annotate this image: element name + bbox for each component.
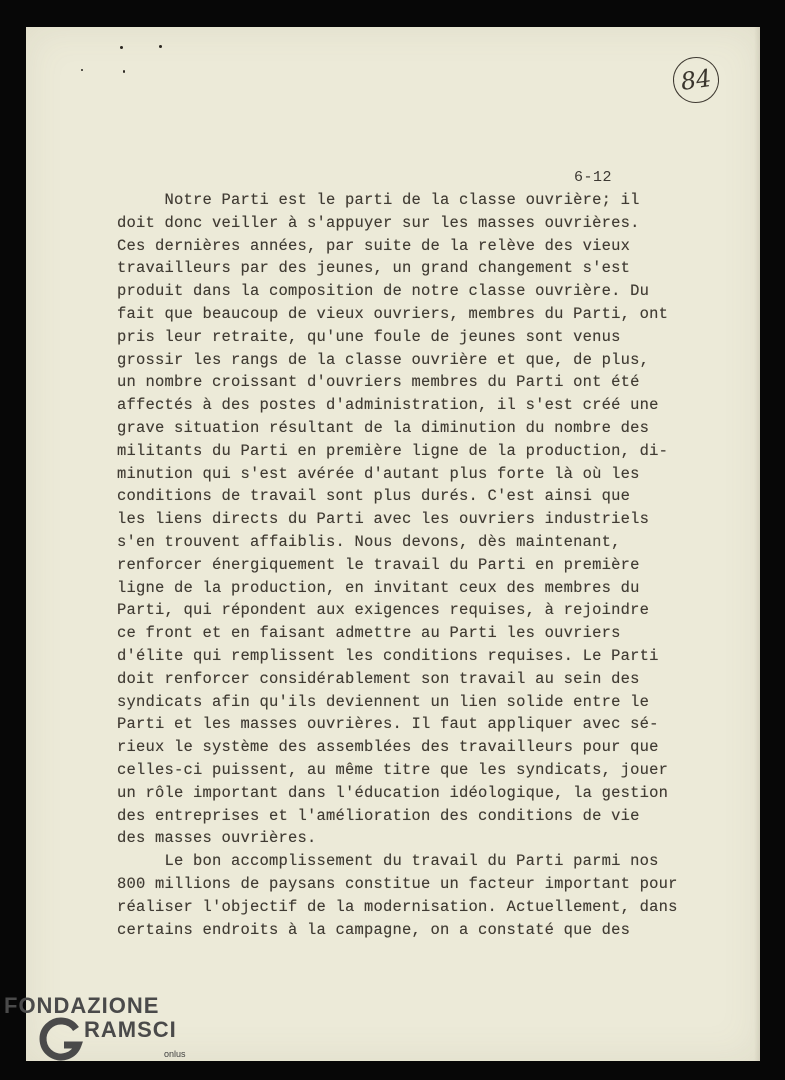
text-line: Notre Parti est le parti de la classe ouvrière; il: [117, 191, 640, 209]
paper-speck: [123, 70, 125, 73]
text-line: un rôle important dans l'éducation idéologique, la gestion: [117, 783, 669, 802]
page-edge-shadow: [754, 27, 760, 1061]
watermark-line2: RAMSCI: [84, 1017, 177, 1042]
text-line: minution qui s'est avérée d'autant plus forte là où les: [117, 464, 640, 483]
watermark-subtitle: onlus: [164, 1049, 186, 1059]
paper-speck: [81, 69, 83, 71]
text-line: 800 millions de paysans constitue un facteur important pour: [117, 874, 678, 893]
text-line: celles-ci puissent, au même titre que les syndicats, jouer: [117, 760, 669, 779]
text-line: produit dans la composition de notre classe ouvrière. Du: [117, 282, 650, 301]
text-line: rieux le système des assemblées des travailleurs pour que: [117, 738, 659, 757]
text-line: un nombre croissant d'ouvriers membres du Parti ont été: [117, 373, 640, 392]
text-line: doit donc veiller à s'appuyer sur les masses ouvrières.: [117, 213, 640, 232]
text-line: s'en trouvent affaiblis. Nous devons, dès maintenant,: [117, 532, 621, 551]
text-line: renforcer énergiquement le travail du Parti en première: [117, 555, 640, 574]
text-line: militants du Parti en première ligne de la production, di-: [117, 441, 669, 460]
folio-number-stamp: [670, 54, 722, 106]
text-line: ce front et en faisant admettre au Parti les ouvriers: [117, 624, 621, 643]
watermark-g-logo-icon: [36, 1015, 84, 1063]
text-line: réaliser l'objectif de la modernisation. Actuellement, dans: [117, 897, 678, 916]
text-line: Parti, qui répondent aux exigences requises, à rejoindre: [117, 601, 650, 620]
text-line: affectés à des postes d'administration, il s'est créé une: [117, 396, 659, 415]
text-line: certains endroits à la campagne, on a constaté que des: [117, 920, 631, 939]
text-line: travailleurs par des jeunes, un grand changement s'est: [117, 259, 631, 278]
text-line: Ces dernières années, par suite de la relève des vieux: [117, 236, 631, 255]
text-line: Le bon accomplissement du travail du Parti parmi nos: [117, 852, 659, 871]
text-line: syndicats afin qu'ils deviennent un lien solide entre le: [117, 692, 650, 711]
fondazione-gramsci-watermark: [4, 993, 204, 1073]
page-number: 6-12: [574, 169, 613, 186]
text-line: des entreprises et l'amélioration des conditions de vie: [117, 806, 640, 825]
text-line: Parti et les masses ouvrières. Il faut appliquer avec sé-: [117, 715, 659, 734]
folio-number: 84: [678, 64, 714, 96]
text-line: conditions de travail sont plus durés. C'est ainsi que: [117, 487, 631, 506]
paper-speck: [159, 45, 162, 48]
document-page: [26, 27, 760, 1061]
text-line: les liens directs du Parti avec les ouvriers industriels: [117, 510, 650, 529]
text-line: doit renforcer considérablement son travail au sein des: [117, 669, 640, 688]
text-line: ligne de la production, en invitant ceux des membres du: [117, 578, 640, 597]
text-line: pris leur retraite, qu'une foule de jeunes sont venus: [117, 327, 621, 346]
text-line: grave situation résultant de la diminution du nombre des: [117, 418, 650, 437]
text-line: d'élite qui remplissent les conditions requises. Le Parti: [117, 646, 659, 665]
paper-speck: [120, 46, 123, 49]
text-line: des masses ouvrières.: [117, 829, 317, 848]
text-line: grossir les rangs de la classe ouvrière et que, de plus,: [117, 350, 650, 369]
body-text: [117, 189, 677, 941]
watermark-line1: FONDAZIONE: [4, 993, 160, 1018]
text-line: fait que beaucoup de vieux ouvriers, membres du Parti, ont: [117, 304, 669, 323]
